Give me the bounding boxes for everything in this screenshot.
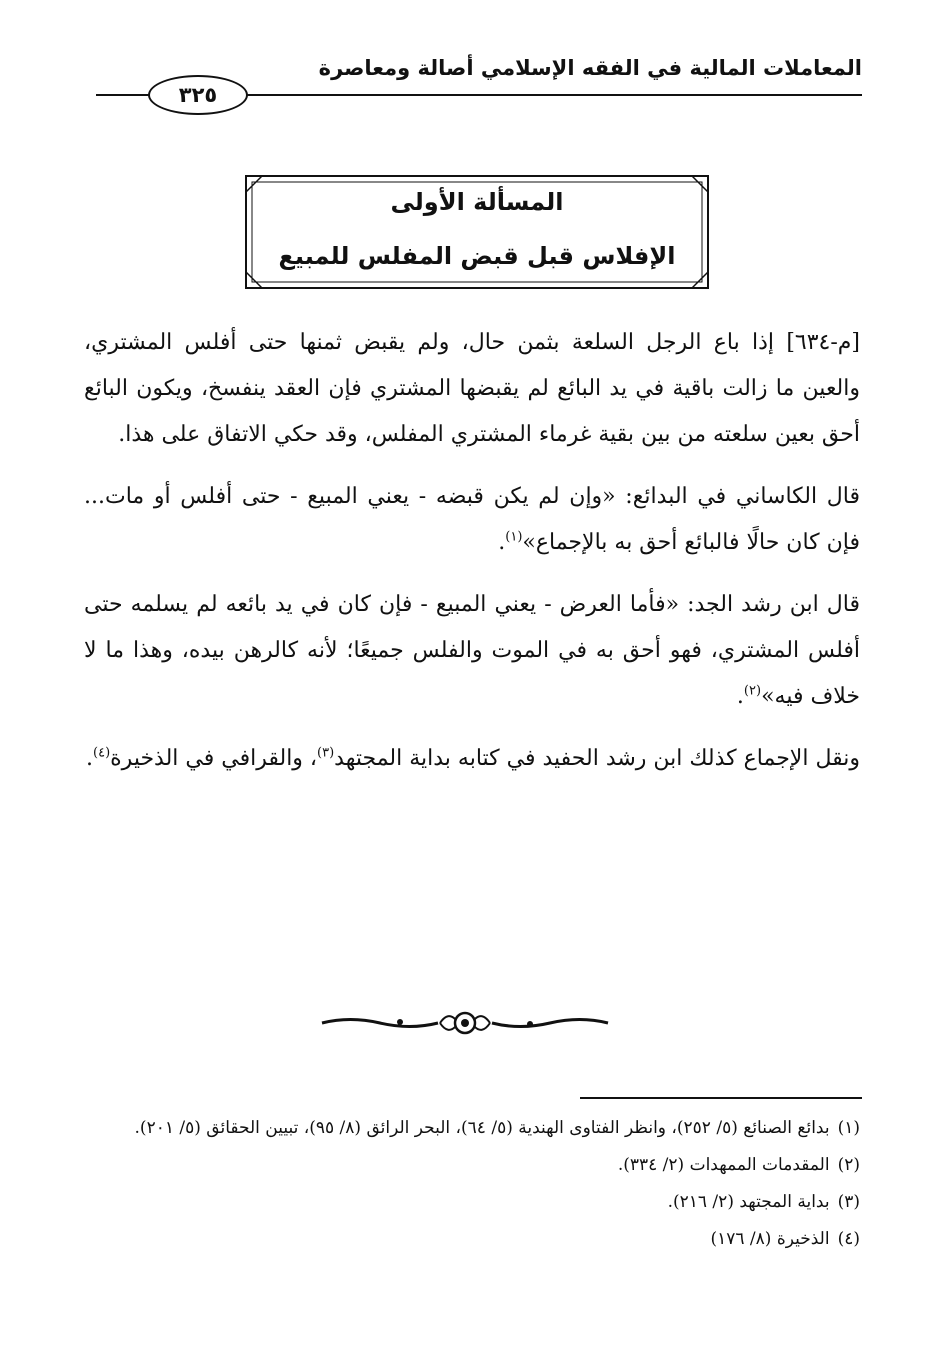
section-heading: المسألة الأولى (390, 188, 564, 216)
footnotes (84, 1112, 860, 1260)
section-subheading: الإفلاس قبل قبض المفلس للمبيع (278, 242, 676, 270)
footnote (84, 1149, 860, 1182)
footnote-number: (١) (837, 1118, 860, 1138)
footnote-number: (٤) (837, 1229, 860, 1249)
footnote-number: (٣) (837, 1192, 860, 1212)
paragraph-tail: . (736, 684, 744, 709)
paragraph-text: ونقل الإجماع كذلك ابن رشد الحفيد في كتابه بداية المجتهد (334, 746, 860, 771)
main-text (84, 320, 860, 798)
footnote-ref: (٢) (743, 683, 762, 699)
footnote (84, 1223, 860, 1256)
footnote-text: الذخيرة (٨/ ١٧٦) (710, 1229, 830, 1249)
section-title-frame (240, 170, 714, 294)
paragraph-text: [م-٦٣٤] إذا باع الرجل السلعة بثمن حال، ولم يقبض ثمنها حتى أفلس المشتري، والعين ما زالت باقية في يد البائع لم يقبضها المشتري فإن العقد ينفسخ، ويكون البائع أحق بعين سلعته من بين بقية غرماء المشتري المفلس، وقد حكي الاتفاق على هذا. (84, 330, 860, 447)
paragraph-tail: . (86, 746, 94, 771)
footnote-number: (٢) (837, 1155, 860, 1175)
footnote-text: بداية المجتهد (٢/ ٢١٦). (667, 1192, 830, 1212)
footnote (84, 1186, 860, 1219)
paragraph (84, 320, 860, 458)
paragraph (84, 736, 860, 782)
paragraph-text: ، والقرافي في الذخيرة (110, 746, 318, 771)
footnote-text: المقدمات الممهدات (٢/ ٣٣٤). (617, 1155, 830, 1175)
page-number: ٣٢٥ (148, 75, 248, 115)
paragraph-tail: . (498, 530, 506, 555)
paragraph (84, 474, 860, 566)
running-header-title: المعاملات المالية في الفقه الإسلامي أصالة ومعاصرة (318, 56, 862, 80)
footnote (84, 1112, 860, 1145)
paragraph (84, 582, 860, 720)
footnote-ref: (٣) (317, 745, 335, 761)
footnote-text: بدائع الصنائع (٥/ ٢٥٢)، وانظر الفتاوى الهندية (٥/ ٦٤)، البحر الرائق (٨/ ٩٥)، تبيين الحقائق (٥/ ٢٠١). (134, 1118, 830, 1138)
footnote-ref: (١) (505, 529, 523, 545)
footnote-rule (580, 1097, 862, 1099)
footnote-ref: (٤) (93, 745, 111, 761)
ornament-divider-icon (320, 1008, 610, 1038)
paragraph-text: قال ابن رشد الجد: «فأما العرض - يعني المبيع - فإن كان في يد بائعه لم يسلمه حتى أفلس المشتري، فهو أحق به في الموت والفلس جميعًا؛ لأنه كالرهن بيده، وهذا ما لا خلاف فيه» (84, 592, 860, 709)
paragraph-text: قال الكاساني في البدائع: «وإن لم يكن قبضه - يعني المبيع - حتى أفلس أو مات... فإن كان حالًا فالبائع أحق به بالإجماع» (84, 484, 860, 555)
